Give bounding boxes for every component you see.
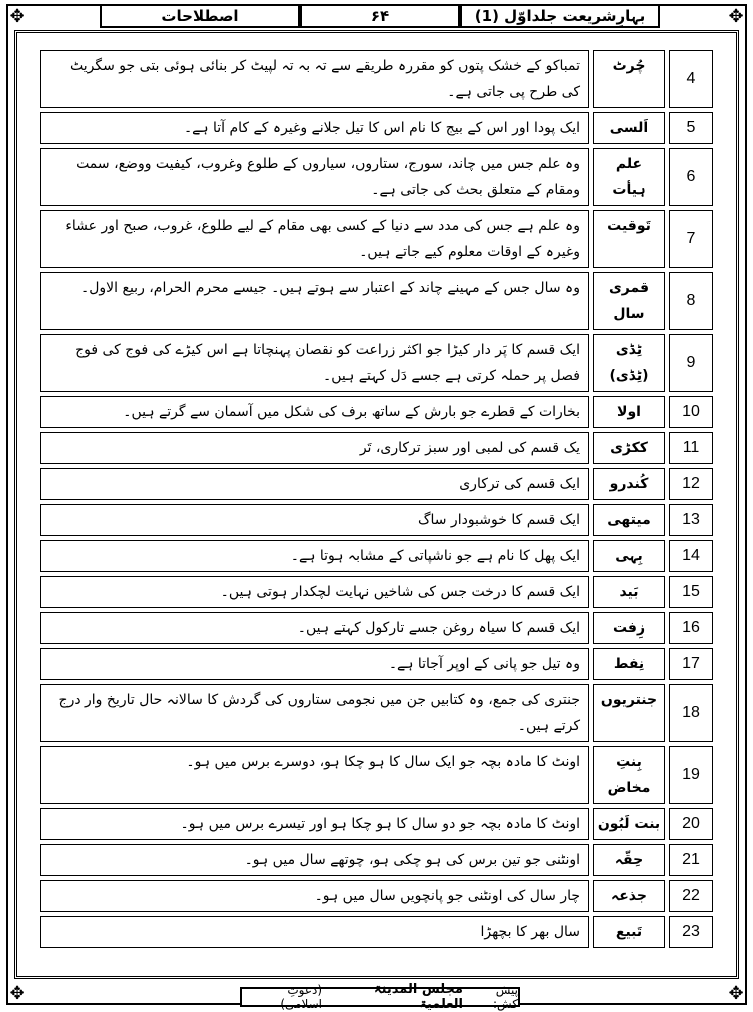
row-number: 16	[669, 612, 713, 644]
row-number: 22	[669, 880, 713, 912]
row-definition: ایک قسم کا درخت جس کی شاخیں نہایت لچکدار ہوتی ہیں۔	[40, 576, 589, 608]
table-row	[40, 50, 713, 108]
book-title: بہارِشریعت جلداوّل (1)	[460, 4, 660, 28]
row-definition: بخارات کے قطرے جو بارش کے ساتھ برف کی شکل میں آسمان سے گرتے ہیں۔	[40, 396, 589, 428]
row-number: 20	[669, 808, 713, 840]
row-number: 23	[669, 916, 713, 948]
row-definition: سال بھر کا بچھڑا	[40, 916, 589, 948]
row-definition: ایک پودا اور اس کے بیج کا نام اس کا تیل جلانے وغیرہ کے کام آتا ہے۔	[40, 112, 589, 144]
table-row	[40, 468, 713, 500]
table-row	[40, 112, 713, 144]
row-definition: اونٹنی جو تین برس کی ہو چکی ہو، چوتھے سال میں ہو۔	[40, 844, 589, 876]
row-term: بنت لَبُون	[593, 808, 665, 840]
row-term: جنتریوں	[593, 684, 665, 742]
table-row	[40, 148, 713, 206]
row-definition: چار سال کی اونٹنی جو پانچویں سال میں ہو۔	[40, 880, 589, 912]
row-definition: ایک قسم کا خوشبودار ساگ	[40, 504, 589, 536]
row-definition: وہ علم ہے جس کی مدد سے دنیا کے کسی بھی مقام کے لیے طلوع، غروب، صبح اور عشاء وغیرہ کے اوقات معلوم کیے جاتے ہیں۔	[40, 210, 589, 268]
row-number: 13	[669, 504, 713, 536]
row-number: 19	[669, 746, 713, 804]
corner-ornament-icon: ✥	[728, 6, 744, 27]
row-term: ٹِڈی (ٹِڈی)	[593, 334, 665, 392]
row-number: 5	[669, 112, 713, 144]
table-row	[40, 648, 713, 680]
page-header	[100, 4, 660, 28]
row-number: 12	[669, 468, 713, 500]
row-term: اولا	[593, 396, 665, 428]
row-definition: اونٹ کا مادہ بچہ جو ایک سال کا ہو چکا ہو، دوسرے برس میں ہو۔	[40, 746, 589, 804]
table-row	[40, 808, 713, 840]
row-number: 18	[669, 684, 713, 742]
row-number: 14	[669, 540, 713, 572]
corner-ornament-icon: ✥	[9, 983, 25, 1004]
row-number: 15	[669, 576, 713, 608]
row-definition: جنتری کی جمع، وہ کتابیں جن میں نجومی ستاروں کی گردش کا سالانہ حال تاریخ وار درج کرتے ہیں۔	[40, 684, 589, 742]
row-term: بَید	[593, 576, 665, 608]
table-row	[40, 844, 713, 876]
row-number: 8	[669, 272, 713, 330]
table-row	[40, 334, 713, 392]
row-definition: اونٹ کا مادہ بچہ جو دو سال کا ہو چکا ہو اور تیسرے برس میں ہو۔	[40, 808, 589, 840]
table-row	[40, 612, 713, 644]
row-number: 7	[669, 210, 713, 268]
row-definition: یک قسم کی لمبی اور سبز ترکاری، تَر	[40, 432, 589, 464]
table-row	[40, 272, 713, 330]
row-number: 10	[669, 396, 713, 428]
table-row	[40, 880, 713, 912]
page-number: ۶۴	[300, 4, 460, 28]
row-number: 6	[669, 148, 713, 206]
row-number: 4	[669, 50, 713, 108]
row-term: علم ہیأت	[593, 148, 665, 206]
table-row	[40, 916, 713, 948]
table-row	[40, 540, 713, 572]
row-number: 21	[669, 844, 713, 876]
row-number: 9	[669, 334, 713, 392]
row-term: بِہی	[593, 540, 665, 572]
corner-ornament-icon: ✥	[9, 6, 25, 27]
table-row	[40, 684, 713, 742]
row-term: جذعہ	[593, 880, 665, 912]
row-definition: وہ سال جس کے مہینے چاند کے اعتبار سے ہوتے ہیں۔ جیسے محرم الحرام، ربیع الاول۔	[40, 272, 589, 330]
corner-ornament-icon: ✥	[728, 983, 744, 1004]
row-definition: ایک پھل کا نام ہے جو ناشپاتی کے مشابہ ہوتا ہے۔	[40, 540, 589, 572]
row-term: اَلسی	[593, 112, 665, 144]
row-definition: تمباکو کے خشک پتوں کو مقررہ طریقے سے تہ بہ تہ لپیٹ کر بنائی ہوئی بتی جو سگریٹ کی طرح پی جاتی ہے۔	[40, 50, 589, 108]
page-footer	[240, 982, 520, 1012]
row-definition: وہ تیل جو پانی کے اوپر آجاتا ہے۔	[40, 648, 589, 680]
table-row	[40, 576, 713, 608]
row-term: زِفت	[593, 612, 665, 644]
row-definition: ایک قسم کا پَر دار کیڑا جو اکثر زراعت کو نقصان پہنچاتا ہے اس کیڑے کی فوج کی فوج فصل پر حملہ کرتی ہے جسے دَل کہتے ہیں۔	[40, 334, 589, 392]
row-term: چُرٹ	[593, 50, 665, 108]
row-term: کُندرو	[593, 468, 665, 500]
row-definition: ایک قسم کی ترکاری	[40, 468, 589, 500]
section-title: اصطلاحات	[100, 4, 300, 28]
row-term: تَبیع	[593, 916, 665, 948]
table-row	[40, 432, 713, 464]
table-row	[40, 210, 713, 268]
row-definition: ایک قسم کا سیاہ روغن جسے تارکول کہتے ہیں۔	[40, 612, 589, 644]
row-term: میتھی	[593, 504, 665, 536]
row-term: بِنتِ مخاض	[593, 746, 665, 804]
glossary-table	[40, 50, 713, 952]
row-definition: وہ علم جس میں چاند، سورج، ستاروں، سیاروں کے طلوع وغروب، کیفیت ووضع، سمت ومقام کے متعلق بحث کی جاتی ہے۔	[40, 148, 589, 206]
table-row	[40, 504, 713, 536]
table-row	[40, 396, 713, 428]
row-number: 11	[669, 432, 713, 464]
footer-prefix: پیش کش:	[492, 983, 518, 1011]
footer-organization: مجلس المدینۃ العلمیۃ	[373, 982, 463, 1012]
row-term: حِقّہ	[593, 844, 665, 876]
row-term: تَوقیت	[593, 210, 665, 268]
footer-suffix: (دعوتِ اسلامی)	[280, 983, 323, 1011]
row-number: 17	[669, 648, 713, 680]
table-row	[40, 746, 713, 804]
row-term: ککڑی	[593, 432, 665, 464]
row-term: قمری سال	[593, 272, 665, 330]
row-term: نِفط	[593, 648, 665, 680]
